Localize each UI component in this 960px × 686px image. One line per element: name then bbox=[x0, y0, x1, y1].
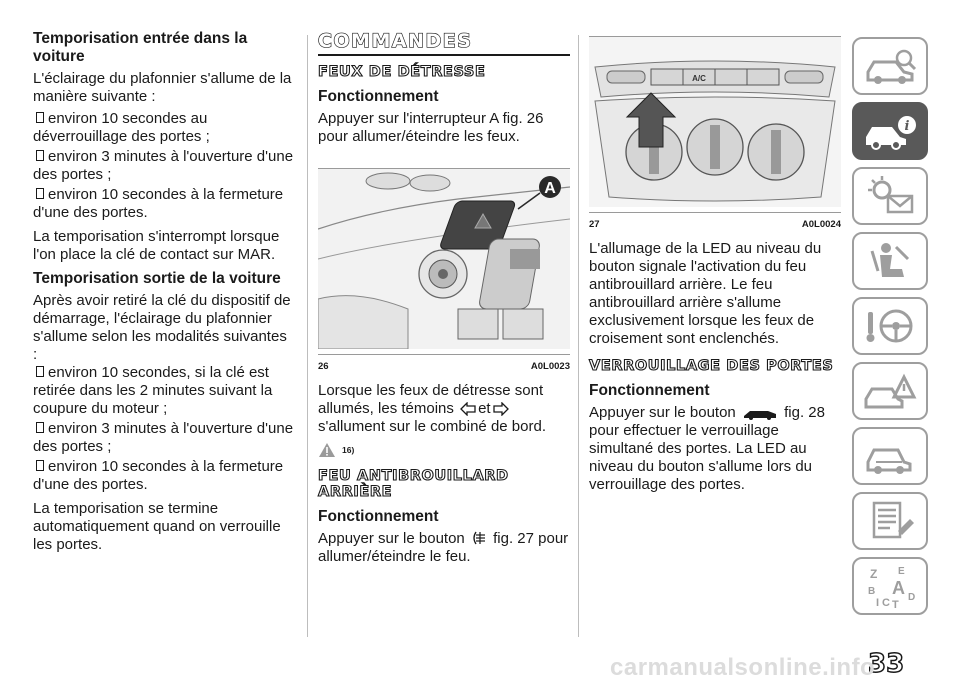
left-column bbox=[33, 30, 295, 558]
bullet-item: environ 3 minutes à l'ouverture d'une bbox=[33, 420, 295, 438]
paragraph-temoins: Lorsque les feux de détresse sont allumés, les témoins ets'allument sur le combiné de bord. bbox=[318, 382, 546, 435]
figure-caption bbox=[318, 355, 570, 382]
paragraph-entree: L'éclairage du plafonnier s'allume de la manière suivante : bbox=[33, 70, 292, 105]
warning-lights-icon bbox=[862, 176, 918, 216]
airbag-seat-icon bbox=[862, 241, 918, 281]
subheading-fonctionnement: Fonctionnement bbox=[318, 508, 439, 525]
figure-number: 27 bbox=[589, 219, 600, 230]
bullet-square-icon bbox=[36, 112, 44, 123]
subheading-fonctionnement: Fonctionnement bbox=[589, 382, 710, 399]
svg-text:I: I bbox=[876, 597, 880, 608]
paragraph-verrouillage: Appuyer sur le bouton fig. 28 pour effectuer le verrouillage simultané des portes. La LED au niveau du bouton s'allume lors du verrouillage des portes. bbox=[589, 404, 825, 493]
turn-left-indicator-icon bbox=[460, 402, 476, 416]
svg-text:C: C bbox=[882, 597, 890, 608]
turn-right-indicator-icon bbox=[493, 402, 509, 416]
rear-fog-light-icon bbox=[471, 530, 487, 546]
page-number: 33 bbox=[868, 649, 905, 679]
paragraph-interrupteur: Appuyer sur l'interrupteur A fig. 26 pour allumer/éteindre les feux. bbox=[318, 110, 544, 145]
car-i-icon bbox=[862, 111, 918, 151]
bullet-square-icon bbox=[36, 422, 44, 433]
tab-emergency[interactable] bbox=[852, 362, 928, 420]
tab-safety[interactable] bbox=[852, 232, 928, 290]
figure-27 bbox=[589, 36, 841, 213]
steering-wheel-icon bbox=[862, 306, 918, 346]
svg-text:E: E bbox=[898, 566, 905, 577]
figure-number: 26 bbox=[318, 361, 329, 372]
heading-temporisation-sortie: Temporisation sortie de la voiture bbox=[33, 270, 281, 287]
column-divider bbox=[307, 35, 308, 637]
bullet-continuation: d'une des portes. bbox=[33, 204, 148, 221]
svg-text:B: B bbox=[868, 586, 876, 597]
panel-ac-label: A/C bbox=[692, 74, 706, 83]
tab-warning-lights[interactable] bbox=[852, 167, 928, 225]
door-lock-icon bbox=[742, 408, 778, 420]
subheading-fonctionnement: Fonctionnement bbox=[318, 88, 439, 105]
svg-text:T: T bbox=[892, 599, 899, 608]
section-title-feux-detresse: FEUX DE DÉTRESSE bbox=[318, 64, 486, 80]
tab-controls[interactable] bbox=[852, 102, 928, 160]
paragraph-sortie: Après avoir retiré la clé du dispositif de démarrage, l'éclairage du plafonnier s'allume selon les modalités suivantes : bbox=[33, 292, 291, 363]
hazard-switch-illustration bbox=[318, 169, 570, 349]
figure-26 bbox=[318, 168, 570, 355]
right-column bbox=[589, 30, 841, 498]
bullet-square-icon bbox=[36, 366, 44, 377]
middle-column bbox=[318, 30, 570, 570]
section-title-verrouillage: VERROUILLAGE DES PORTES bbox=[589, 358, 834, 374]
bullet-item: environ 3 minutes à l'ouverture d'une bbox=[33, 148, 295, 166]
bullet-continuation: retirée dans les 2 minutes suivant la coupure du moteur ; bbox=[33, 382, 273, 417]
bullet-item: environ 10 secondes, si la clé est bbox=[33, 364, 295, 382]
svg-text:Z: Z bbox=[870, 567, 878, 581]
watermark: carmanualsonline.info bbox=[610, 654, 876, 681]
column-divider bbox=[578, 35, 579, 637]
paragraph-antibrouillard: Appuyer sur le bouton fig. 27 pour allumer/éteindre le feu. bbox=[318, 530, 569, 565]
index-letters-icon bbox=[862, 564, 918, 608]
bullet-continuation: des portes ; bbox=[33, 438, 112, 455]
breakdown-icon bbox=[862, 371, 918, 411]
svg-text:D: D bbox=[908, 592, 916, 603]
svg-text:A: A bbox=[892, 578, 905, 598]
title-rule bbox=[318, 54, 570, 56]
service-car-icon bbox=[862, 436, 918, 476]
tab-index[interactable] bbox=[852, 557, 928, 615]
figure-label-a: A bbox=[544, 180, 556, 197]
tab-technical-data[interactable] bbox=[852, 492, 928, 550]
spec-list-icon bbox=[862, 501, 918, 541]
bullet-item: environ 10 secondes au bbox=[33, 110, 295, 128]
warning-triangle-icon bbox=[318, 442, 336, 458]
tab-car-info[interactable] bbox=[852, 37, 928, 95]
figure-code: A0L0024 bbox=[801, 219, 841, 230]
bullet-item: environ 10 secondes à la fermeture bbox=[33, 186, 295, 204]
tab-maintenance[interactable] bbox=[852, 427, 928, 485]
car-info-icon bbox=[862, 46, 918, 86]
bullet-square-icon bbox=[36, 460, 44, 471]
paragraph-termine: La temporisation se termine automatiquement quand on verrouille les portes. bbox=[33, 500, 281, 553]
main-title: COMMANDES bbox=[318, 30, 473, 52]
climate-panel-illustration bbox=[589, 37, 841, 207]
paragraph-interrompt: La temporisation s'interrompt lorsque l'on place la clé de contact sur MAR. bbox=[33, 228, 280, 263]
heading-temporisation-entree: Temporisation entrée dans la voiture bbox=[33, 30, 248, 65]
bullet-continuation: déverrouillage des portes ; bbox=[33, 128, 210, 145]
bullet-item: environ 10 secondes à la fermeture bbox=[33, 458, 295, 476]
bullet-square-icon bbox=[36, 150, 44, 161]
figure-caption bbox=[589, 213, 841, 240]
bullet-square-icon bbox=[36, 188, 44, 199]
warning-reference: 16) bbox=[318, 442, 570, 458]
paragraph-led: L'allumage de la LED au niveau du bouton signale l'activation du feu antibrouillard arrière. Le feu antibrouillard arrière s'allume exclusivement lorsque les feux de croisement sont enclenchés. bbox=[589, 240, 822, 347]
bullet-continuation: des portes ; bbox=[33, 166, 112, 183]
figure-code: A0L0023 bbox=[530, 361, 570, 372]
tab-starting-driving[interactable] bbox=[852, 297, 928, 355]
svg-text:i: i bbox=[904, 119, 910, 134]
bullet-continuation: d'une des portes. bbox=[33, 476, 148, 493]
section-title-antibrouillard: FEU ANTIBROUILLARD ARRIÈRE bbox=[318, 468, 509, 500]
chapter-tabs bbox=[852, 37, 928, 622]
